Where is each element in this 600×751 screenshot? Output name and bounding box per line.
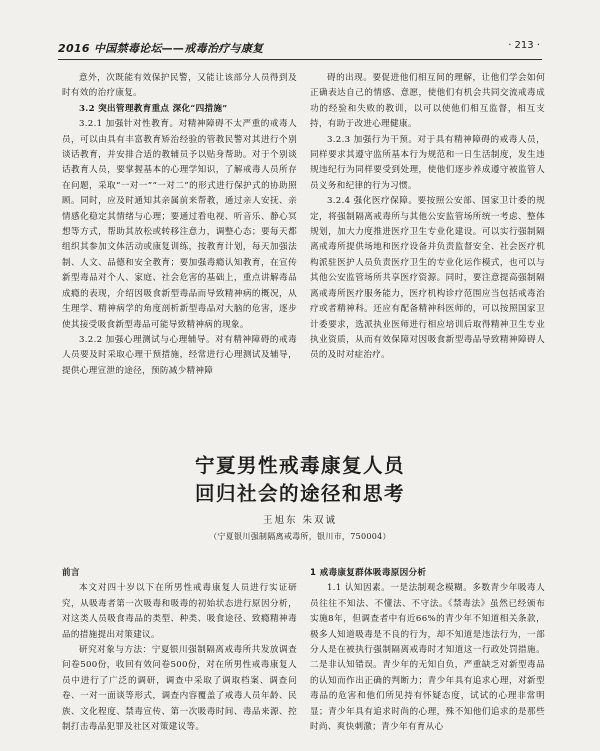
section-heading: 3.2 突出管理教育重点 深化“四措施” <box>79 103 228 114</box>
column-top-left <box>62 71 297 423</box>
article-authors: 王旭东 朱双诚 <box>262 515 338 526</box>
article-affiliation: （宁夏银川强制隔离戒毒所，银川市，750004） <box>209 532 391 541</box>
article-title-line-1: 宁夏男性戒毒康复人员 <box>194 454 405 477</box>
header-rule <box>58 59 542 60</box>
body-paragraph: 1.1 认知因素。一是法制观念模糊。多数青少年吸毒人员往往不知法、不懂法、不守法。《禁毒法》虽然已经颁布实施8年，但调查者中有近66%的青少年不知道相关条款，极多人知道吸毒是不良的行为，却不知道是违法行为，一部分人是在被执行强制隔离戒毒时才知道这一行政处罚措施。二是非认知错误。青少年的无知自负，严重缺乏对新型毒品的认知而作出正确的判断力；青少年具有追求心理，对新型毒品的危害和他们所见持有怀疑态度，试试的心理非常明显；青少年具有追求时尚的心理，殊不知他们追求的是那些时尚、爽快刺激；青少年有育从心 <box>310 583 545 733</box>
journal-title: 2016 中国禁毒论坛——戒毒治疗与康复 <box>58 42 264 55</box>
body-paragraph: 本文对四十岁以下在所男性戒毒康复人员进行实证研究，从吸毒者第一次吸毒和吸毒的初始状态进行原因分析，对这类人员吸食毒品的类型、种类、吸食途径、致瘾精神毒品的措施提出对策建议。 <box>62 583 297 640</box>
column-top-right <box>310 71 545 361</box>
article-title-line-2: 回归社会的途径和思考 <box>194 482 405 505</box>
section-title: 前言 <box>62 568 80 578</box>
body-paragraph: 3.2.1 加强针对性教育。对精神障碍不太严重的戒毒人员，可以由具有丰富教育矫治经验的管教民警对其进行个别谈话教育，并安排合适的教辅员予以贴身帮助。对于个别谈话教育人员，要掌握基本的心理学知识，了解戒毒人员所存在问题，采取“一对一”“一对二”的形式进行保护式的协助照顾。同时，应及时通知其亲属前来帮教，通过亲人安抚、亲情感化稳定其情绪与心理；要通过看电视、听音乐、静心冥想等方式，帮助其放松或转移注意力，调整心态；要每天都组织其参加文体活动或康复训练，按教育计划，每天加强法制、人文、品德和安全教育；要加强毒瘾认知教育，在宣传新型毒品对个人、家庭、社会危害的基础上，重点讲解毒品成瘾的表现，介绍因吸食新型毒品而导致精神病的概况，从生理学、精神病学的角度剖析新型毒品对大脑的危害，逐步使其接受吸食新型毒品可能导致精神病的现象。 <box>62 119 297 330</box>
page-number: · 213 · <box>508 40 540 51</box>
running-header <box>0 0 600 62</box>
body-paragraph: 意外，次既能有效保护民警，又能让该部分人员得到及时有效的治疗康复。 <box>62 73 297 99</box>
body-paragraph: 3.2.2 加强心理测试与心理辅导。对有精神障碍的戒毒人员要及时采取心理干预措施，经常进行心理测试及辅导，提供心理宣泄的途径，预防减少精神障 <box>62 334 297 376</box>
body-paragraph: 3.2.3 加强行为干预。对于具有精神障碍的戒毒人员，同样要求其遵守监所基本行为规范和一日生活制度，发生违规违纪行为同样要受到处理，使他们逐步养成遵守被监管人员义务和纪律的行为习惯。 <box>310 134 545 191</box>
article-title <box>0 452 600 508</box>
column-bottom-left <box>62 566 297 746</box>
body-paragraph: 研究对象与方法：宁夏银川强制隔离戒毒所共发放调查问卷500份，收回有效问卷500份，对在所男性戒毒康复人员中进行了广泛的调研，调查中采取了调取档案、调查问卷、一对一面谈等形式，调查内容覆盖了戒毒人员年龄、民族、文化程度、禁毒宣传、第一次吸毒时间、毒品来源、控制打击毒品犯罪及社区对策建议等。 <box>62 645 297 733</box>
body-paragraph: 碍的出现。要促进他们相互间的理解，让他们学会如何正确表达自己的情感、意愿，使他们有机会共同交流戒毒成功的经验和失败的教训，以可以使他们相互监督，相互支持，有助于改进心理健康。 <box>310 73 545 130</box>
section-title: 1 戒毒康复群体吸毒原因分析 <box>310 568 427 578</box>
column-bottom-right <box>310 566 545 748</box>
body-paragraph: 3.2.4 强化医疗保障。要按照公安部、国家卫计委的规定，将强制隔离戒毒所与其他公安监管场所统一考虑、整体规划，加大力度推进医疗卫生专业化建设。可以实行强制隔离戒毒所提供场地和医疗设备并负责监督安全、社会医疗机构派驻医护人员负责医疗卫生的专业化运作模式，也可以与其他公安监管场所共享医疗资源。同时，要注意提高强制隔离戒毒所医疗服务能力，医疗机构诊疗范围应当包括戒毒治疗或者精神科。还应有配备精神科医师的，可以按照国家卫计委要求，选派执业医师进行相应培训后取得精神卫生专业执业资质，从而有效保障对因吸食新型毒品导致精神障碍人员的及时对症治疗。 <box>310 196 545 361</box>
